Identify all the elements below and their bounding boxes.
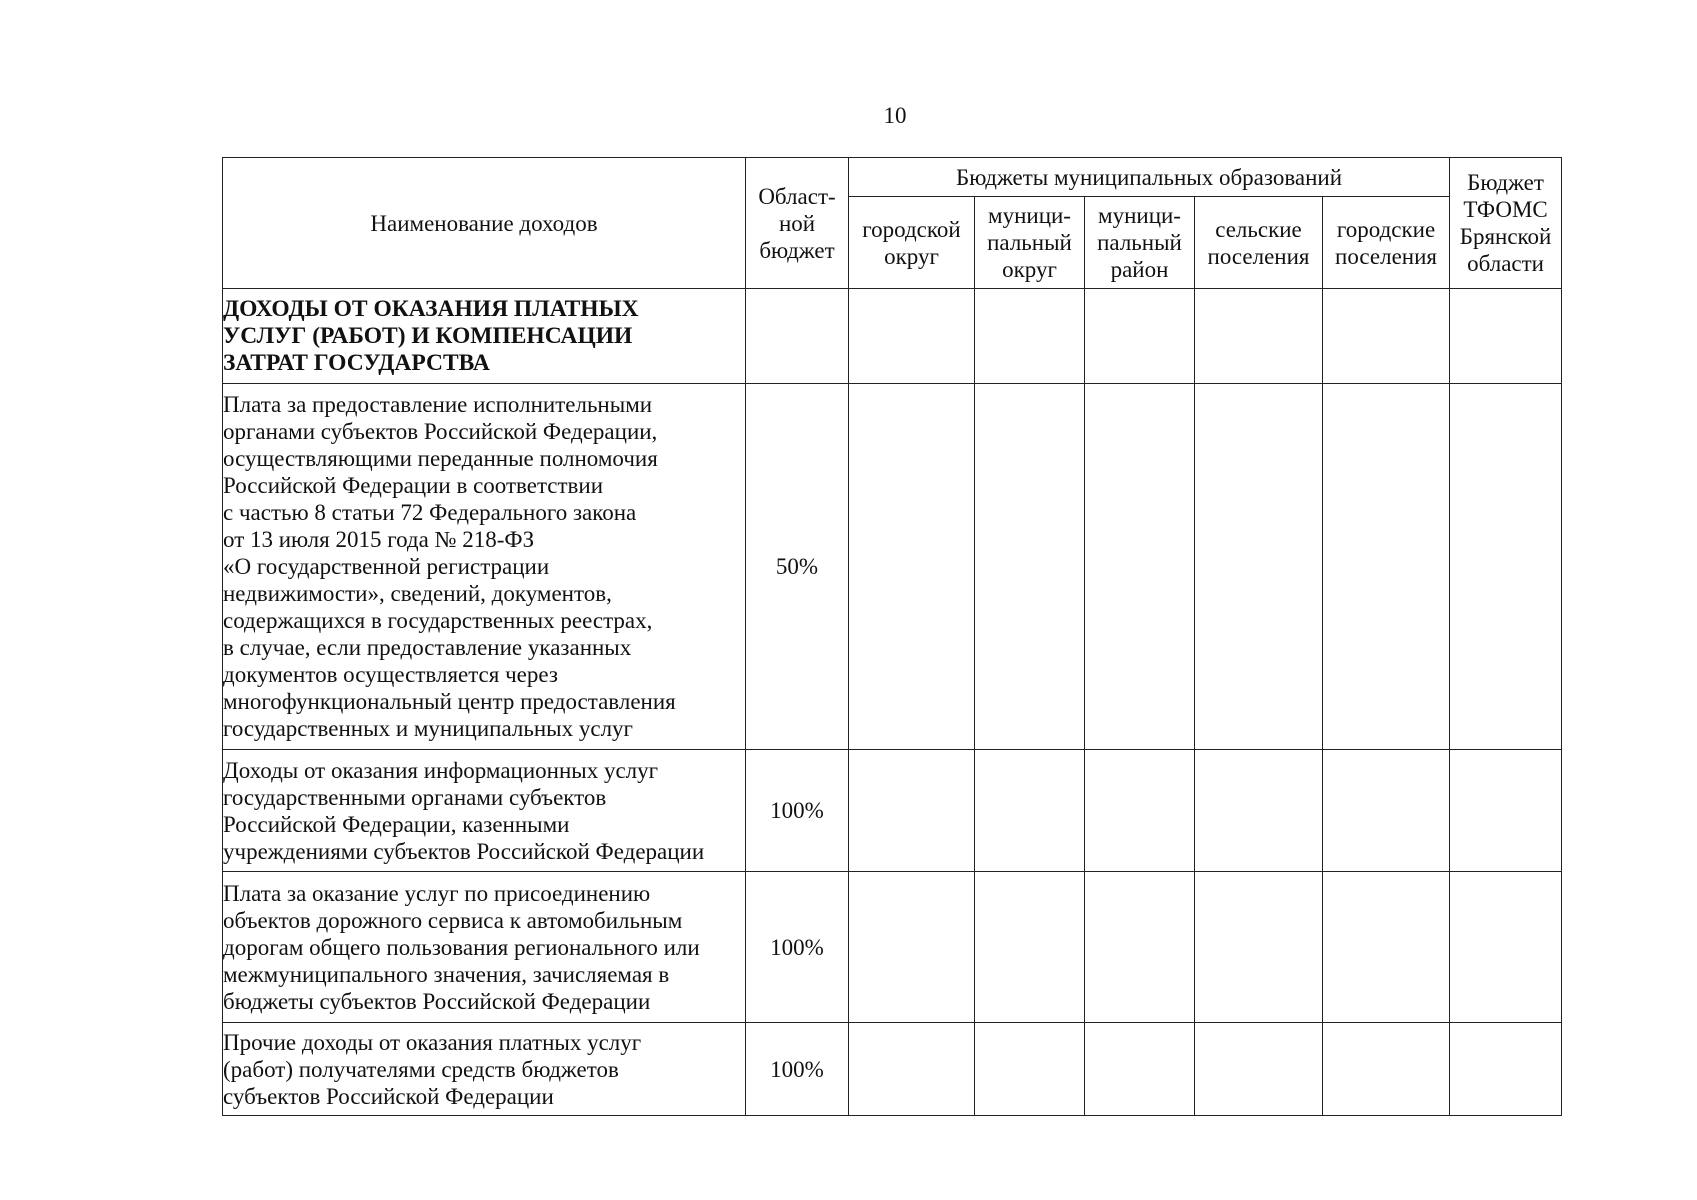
header-municipal-okrug: муници- пальный округ <box>975 197 1085 289</box>
municipal-okrug-share-cell <box>975 289 1085 384</box>
header-regional-budget: Област- ной бюджет <box>746 158 849 289</box>
regional-share-cell <box>746 289 849 384</box>
header-rural-settlements: сельские поселения <box>1195 197 1323 289</box>
table-row-section-heading <box>223 289 1562 384</box>
revenue-distribution-table <box>222 157 1562 1116</box>
urban-share-cell <box>1323 1023 1450 1116</box>
tfoms-share-cell <box>1450 750 1562 872</box>
revenue-name-cell: Доходы от оказания информационных услуг государственными органами субъектов Российской Федерации, казенными учреждениями субъектов Российской Федерации <box>223 750 746 872</box>
municipal-rayon-share-cell <box>1085 750 1195 872</box>
table-row <box>223 872 1562 1023</box>
municipal-rayon-share-cell <box>1085 289 1195 384</box>
city-district-share-cell <box>849 384 975 750</box>
city-district-share-cell <box>849 750 975 872</box>
urban-share-cell <box>1323 872 1450 1023</box>
header-municipal-budgets: Бюджеты муниципальных образований <box>849 158 1450 197</box>
revenue-name-cell: Плата за предоставление исполнительными органами субъектов Российской Федерации, осуществляющими переданные полномочия Российской Федерации в соответствии с частью 8 статьи 72 Федерального закона от 13 июля 2015 года № 218-ФЗ «О государственной регистрации недвижимости», сведений, документов, содержащихся в государственных реестрах, в случае, если предоставление указанных документов осуществляется через многофункциональный центр предоставления государственных и муниципальных услуг <box>223 384 746 750</box>
header-city-district: городской округ <box>849 197 975 289</box>
tfoms-share-cell <box>1450 384 1562 750</box>
regional-share-cell: 100% <box>746 872 849 1023</box>
header-revenue-name: Наименование доходов <box>223 158 746 289</box>
regional-share-cell: 100% <box>746 750 849 872</box>
tfoms-share-cell <box>1450 872 1562 1023</box>
table-row <box>223 384 1562 750</box>
city-district-share-cell <box>849 1023 975 1116</box>
tfoms-share-cell <box>1450 1023 1562 1116</box>
urban-share-cell <box>1323 384 1450 750</box>
urban-share-cell <box>1323 750 1450 872</box>
table-row <box>223 1023 1562 1116</box>
regional-share-cell: 50% <box>746 384 849 750</box>
header-urban-settlements: городские поселения <box>1323 197 1450 289</box>
municipal-rayon-share-cell <box>1085 384 1195 750</box>
city-district-share-cell <box>849 872 975 1023</box>
municipal-rayon-share-cell <box>1085 1023 1195 1116</box>
header-municipal-rayon: муници- пальный район <box>1085 197 1195 289</box>
rural-share-cell <box>1195 1023 1323 1116</box>
rural-share-cell <box>1195 750 1323 872</box>
revenue-name-cell: ДОХОДЫ ОТ ОКАЗАНИЯ ПЛАТНЫХ УСЛУГ (РАБОТ) И КОМПЕНСАЦИИ ЗАТРАТ ГОСУДАРСТВА <box>223 289 746 384</box>
table-row <box>223 750 1562 872</box>
regional-share-cell: 100% <box>746 1023 849 1116</box>
page-number: 10 <box>883 103 907 128</box>
city-district-share-cell <box>849 289 975 384</box>
municipal-okrug-share-cell <box>975 1023 1085 1116</box>
rural-share-cell <box>1195 384 1323 750</box>
municipal-rayon-share-cell <box>1085 872 1195 1023</box>
rural-share-cell <box>1195 872 1323 1023</box>
municipal-okrug-share-cell <box>975 872 1085 1023</box>
header-tfoms-budget: Бюджет ТФОМС Брянской области <box>1450 158 1562 289</box>
municipal-okrug-share-cell <box>975 750 1085 872</box>
urban-share-cell <box>1323 289 1450 384</box>
tfoms-share-cell <box>1450 289 1562 384</box>
revenue-name-cell: Прочие доходы от оказания платных услуг (работ) получателями средств бюджетов субъектов Российской Федерации <box>223 1023 746 1116</box>
rural-share-cell <box>1195 289 1323 384</box>
municipal-okrug-share-cell <box>975 384 1085 750</box>
revenue-name-cell: Плата за оказание услуг по присоединению объектов дорожного сервиса к автомобильным дорогам общего пользования регионального или межмуниципального значения, зачисляемая в бюджеты субъектов Российской Федерации <box>223 872 746 1023</box>
